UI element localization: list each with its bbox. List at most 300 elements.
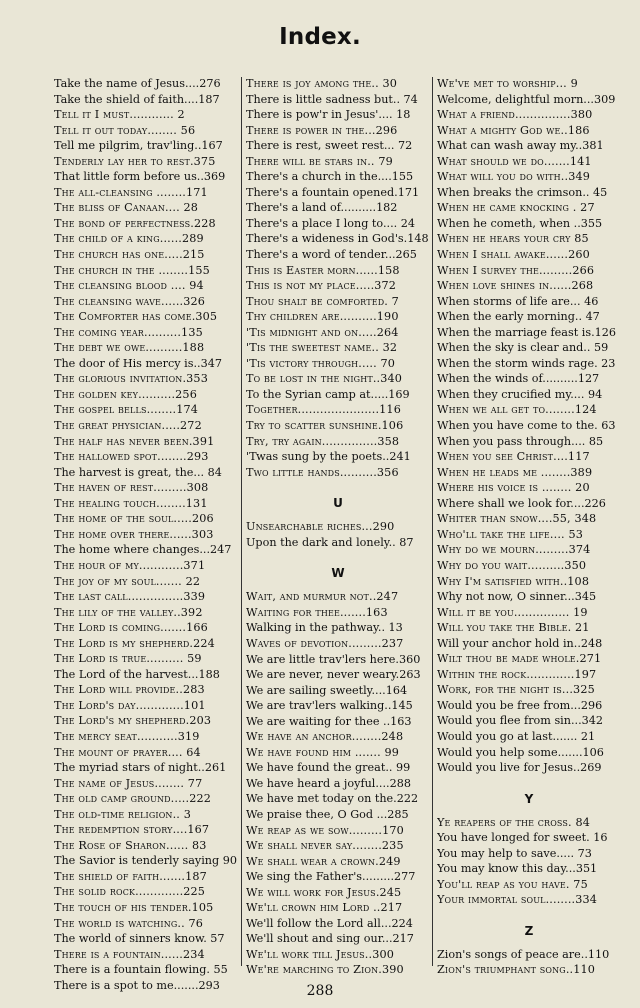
- index-entry-text: There's a wideness in God's.148: [246, 232, 429, 246]
- index-entry: [437, 247, 621, 263]
- index-entry: [246, 838, 430, 854]
- index-entry-text: This is not my place.....372: [246, 279, 397, 293]
- index-entry: [246, 745, 430, 761]
- index-entry-text: The name of Jesus........ 77: [54, 776, 203, 790]
- index-entry-text: The home of the soul.....206: [54, 512, 214, 526]
- index-entry-text: Would you go at last....... 21: [437, 729, 596, 743]
- index-entry: [54, 776, 238, 792]
- index-entry-text: The Savior is tenderly saying 90: [54, 854, 237, 868]
- index-entry-text: Try to scatter sunshine.106: [246, 419, 404, 433]
- index-entry-text: What should we do.......141: [437, 154, 592, 168]
- index-entry: [54, 900, 238, 916]
- index-entry: [246, 76, 430, 92]
- index-entry: [54, 76, 238, 92]
- index-column-2: [246, 76, 430, 978]
- index-entry-text: When breaks the crimson.. 45: [437, 185, 608, 199]
- index-entry-text: We are trav'lers walking..145: [246, 699, 413, 713]
- index-entry: [54, 185, 238, 201]
- index-entry-text: 'Tis victory through..... 70: [246, 356, 396, 370]
- index-entry-text: There's a place I long to.... 24: [246, 216, 415, 230]
- index-entry: [437, 340, 621, 356]
- index-entry-text: When the sky is clear and.. 59: [437, 341, 609, 355]
- index-column-1: [54, 76, 238, 993]
- index-entry: [54, 636, 238, 652]
- index-entry: [437, 231, 621, 247]
- index-entry: [437, 558, 621, 574]
- index-entry: [246, 107, 430, 123]
- index-entry: [437, 402, 621, 418]
- index-entry: [246, 823, 430, 839]
- index-entry-text: Try, try again...............358: [246, 434, 400, 448]
- index-entry: [437, 877, 621, 893]
- index-entry-text: You'll reap as you have. 75: [437, 877, 588, 891]
- index-entry-text: The world is watching.. 76: [54, 916, 204, 930]
- index-entry: [437, 200, 621, 216]
- index-entry-text: When the winds of..........127: [437, 372, 600, 386]
- index-entry: [437, 76, 621, 92]
- index-entry: [54, 729, 238, 745]
- index-entry-text: The child of a king......289: [54, 232, 204, 246]
- index-entry: [246, 169, 430, 185]
- index-entry: [246, 216, 430, 232]
- index-entry-text: When the marriage feast is.126: [437, 325, 616, 339]
- index-entry: [246, 916, 430, 932]
- index-entry-text: There's a word of tender...265: [246, 248, 417, 262]
- index-entry: [437, 713, 621, 729]
- index-entry-text: When storms of life are... 46: [437, 294, 599, 308]
- index-entry: [54, 278, 238, 294]
- index-entry: [437, 962, 621, 978]
- index-entry: [246, 371, 430, 387]
- index-entry: [246, 465, 430, 481]
- index-entry-text: We have heard a joyful....288: [246, 776, 411, 790]
- index-entry-text: Tell it I must............ 2: [54, 108, 185, 122]
- index-entry-text: The hour of my............371: [54, 558, 206, 572]
- section-heading-w: W: [331, 566, 345, 581]
- index-entry: [246, 683, 430, 699]
- index-entry-text: The myriad stars of night..261: [54, 761, 227, 775]
- index-entry: [54, 745, 238, 761]
- index-entry-text: Work, for the night is...325: [437, 683, 595, 697]
- index-entry-text: We've met to worship... 9: [437, 77, 578, 90]
- index-entry-text: Would you flee from sin...342: [437, 714, 603, 728]
- index-entry-text: The touch of his tender.105: [54, 900, 214, 914]
- index-entry: [246, 636, 430, 652]
- index-entry: [54, 123, 238, 139]
- index-entry: [437, 542, 621, 558]
- index-entry: [246, 519, 430, 535]
- index-entry: [437, 667, 621, 683]
- index-entry: [246, 885, 430, 901]
- index-entry: [437, 527, 621, 543]
- index-entry: [54, 434, 238, 450]
- index-entry-text: We shall wear a crown.249: [246, 854, 401, 868]
- index-entry-text: You may know this day...351: [437, 862, 598, 876]
- index-entry: [54, 605, 238, 621]
- index-entry-text: Two little hands..........356: [246, 465, 399, 479]
- index-entry: [246, 434, 430, 450]
- index-entry-text: The home where changes...247: [54, 543, 232, 557]
- index-entry-text: Will it be you............... 19: [437, 605, 588, 619]
- index-entry: [437, 185, 621, 201]
- index-entry-text: The old-time religion.. 3: [54, 807, 191, 821]
- index-entry: [54, 154, 238, 170]
- index-entry: [246, 154, 430, 170]
- index-entry-text: The world of sinners know. 57: [54, 932, 225, 946]
- index-entry-text: Thy children are..........190: [246, 310, 399, 324]
- index-entry: [437, 605, 621, 621]
- index-entry: [437, 434, 621, 450]
- index-entry-text: 'Tis midnight and on.....264: [246, 325, 399, 339]
- index-entry: [437, 123, 621, 139]
- index-entry-text: When you pass through.... 85: [437, 434, 604, 448]
- index-entry: [246, 776, 430, 792]
- index-entry-text: There's a fountain opened.171: [246, 185, 420, 199]
- index-entry-text: The Lord is true.......... 59: [54, 652, 202, 666]
- index-entry: [54, 356, 238, 372]
- column-divider: [432, 77, 433, 966]
- index-entry: [437, 815, 621, 831]
- index-entry: [246, 620, 430, 636]
- index-entry: [54, 247, 238, 263]
- index-entry: [246, 652, 430, 668]
- index-entry: [54, 558, 238, 574]
- index-entry: [54, 387, 238, 403]
- index-entry: [54, 92, 238, 108]
- index-entry: [54, 169, 238, 185]
- index-entry-text: To be lost in the night..340: [246, 372, 403, 386]
- index-entry-text: Tell me pilgrim, trav'ling..167: [54, 139, 223, 153]
- index-entry-text: There is rest, sweet rest... 72: [246, 139, 413, 153]
- index-entry-text: The Lord of the harvest...188: [54, 667, 220, 681]
- index-entry: [54, 947, 238, 963]
- index-entry: [246, 325, 430, 341]
- index-entry: [437, 651, 621, 667]
- index-entry: [437, 325, 621, 341]
- index-entry-text: The golden key..........256: [54, 387, 197, 401]
- index-entry-text: The debt we owe..........188: [54, 341, 205, 355]
- index-entry: [437, 620, 621, 636]
- index-entry-text: Who'll take the life.... 53: [437, 527, 583, 541]
- index-entry: [54, 294, 238, 310]
- index-entry-text: When you see Christ....117: [437, 450, 590, 464]
- index-entry-text: Whiter than snow....55, 348: [437, 512, 597, 526]
- index-entry: [437, 387, 621, 403]
- index-entry-text: There is little sadness but.. 74: [246, 92, 418, 106]
- index-entry: [246, 418, 430, 434]
- index-entry-text: Upon the dark and lonely.. 87: [246, 535, 414, 549]
- index-entry-text: The great physician.....272: [54, 419, 202, 433]
- index-entry: [54, 574, 238, 590]
- index-entry-text: Why do you wait..........350: [437, 558, 587, 572]
- index-entry-text: The solid rock.............225: [54, 885, 206, 899]
- index-entry-text: There is a fountain flowing. 55: [54, 963, 228, 977]
- index-entry: [246, 760, 430, 776]
- index-entry-text: We praise thee, O God ...285: [246, 807, 409, 821]
- index-entry-text: Would you help some.......106: [437, 745, 604, 759]
- index-entry-text: Where shall we look for....226: [437, 496, 606, 510]
- index-entry-text: Waiting for thee.......163: [246, 605, 388, 619]
- index-entry-text: The bond of perfectness.228: [54, 216, 216, 230]
- index-entry-text: The mercy seat...........319: [54, 729, 200, 743]
- index-entry-text: We sing the Father's.........277: [246, 870, 416, 884]
- index-entry: [437, 636, 621, 652]
- index-entry-text: 'Twas sung by the poets..241: [246, 450, 411, 464]
- column-divider: [241, 77, 242, 966]
- index-entry: [54, 449, 238, 465]
- index-entry-text: The Comforter has come.305: [54, 310, 218, 324]
- index-entry: [54, 620, 238, 636]
- page-number: 288: [306, 983, 334, 999]
- index-entry: [54, 200, 238, 216]
- index-entry: [54, 651, 238, 667]
- index-entry: [54, 527, 238, 543]
- index-entry: [246, 931, 430, 947]
- index-entry: [246, 387, 430, 403]
- index-entry: [246, 807, 430, 823]
- section-heading-z: Z: [524, 923, 534, 938]
- index-entry-text: 'Tis the sweetest name.. 32: [246, 341, 398, 355]
- index-entry: [54, 760, 238, 776]
- index-entry-text: The home over there......303: [54, 527, 214, 541]
- index-entry-text: The redemption story....167: [54, 823, 210, 837]
- index-entry: [437, 574, 621, 590]
- index-entry-text: The mount of prayer.... 64: [54, 745, 201, 759]
- index-entry-text: Would you be free from...296: [437, 698, 603, 712]
- index-entry-text: When the storm winds rage. 23: [437, 356, 616, 370]
- index-entry-text: The old camp ground.....222: [54, 792, 212, 806]
- index-entry: [437, 861, 621, 877]
- index-entry: [54, 511, 238, 527]
- index-entry-text: We'll work till Jesus..300: [246, 947, 395, 961]
- index-entry-text: Unsearchable riches...290: [246, 520, 395, 534]
- index-entry-text: When he came knocking . 27: [437, 201, 595, 215]
- index-entry-text: Welcome, delightful morn...309: [437, 92, 616, 106]
- index-entry-text: Ye reapers of the cross. 84: [437, 815, 591, 829]
- index-entry-text: Zion's songs of peace are..110: [437, 947, 610, 961]
- index-entry: [246, 854, 430, 870]
- index-entry-text: There is a spot to me.......293: [54, 978, 220, 992]
- index-entry: [437, 263, 621, 279]
- index-entry: [54, 853, 238, 869]
- index-entry-text: We reap as we sow.........170: [246, 823, 404, 837]
- index-entry-text: There will be stars in.. 79: [246, 154, 393, 168]
- index-entry-text: What will you do with..349: [437, 170, 590, 184]
- index-entry: [246, 278, 430, 294]
- index-entry: [246, 138, 430, 154]
- index-entry-text: We are little trav'lers here.360: [246, 652, 421, 666]
- index-entry-text: Why not now, O sinner...345: [437, 590, 597, 604]
- index-entry: [437, 294, 621, 310]
- index-entry: [54, 340, 238, 356]
- index-entry-text: This is Easter morn......158: [246, 263, 400, 277]
- index-entry: [437, 682, 621, 698]
- index-entry: [437, 138, 621, 154]
- index-entry: [246, 263, 430, 279]
- index-entry: [54, 667, 238, 683]
- index-entry-text: The lily of the valley..392: [54, 605, 203, 619]
- index-entry-text: When you have come to the. 63: [437, 419, 616, 433]
- index-entry: [246, 356, 430, 372]
- index-entry: [246, 231, 430, 247]
- section-heading-u: U: [333, 496, 343, 511]
- index-entry-text: That little form before us..369: [54, 170, 226, 184]
- index-entry: [54, 869, 238, 885]
- index-entry-text: We will work for Jesus.245: [246, 885, 402, 899]
- index-entry: [246, 869, 430, 885]
- index-entry: [437, 698, 621, 714]
- index-entry: [437, 418, 621, 434]
- index-entry-text: The joy of my soul....... 22: [54, 574, 201, 588]
- index-entry-text: Will your anchor hold in..248: [437, 636, 603, 650]
- index-entry: [246, 698, 430, 714]
- index-entry-text: When he cometh, when ..355: [437, 216, 603, 230]
- index-entry: [246, 714, 430, 730]
- index-entry-text: The last call...............339: [54, 590, 206, 604]
- index-entry: [54, 402, 238, 418]
- index-entry: [54, 496, 238, 512]
- index-entry-text: We have found him ....... 99: [246, 745, 400, 759]
- index-entry-text: Why do we mourn.........374: [437, 543, 591, 557]
- index-entry-text: We are waiting for thee ..163: [246, 714, 412, 728]
- index-entry-text: We have met today on the.222: [246, 792, 419, 806]
- index-entry-text: Waves of devotion.........237: [246, 636, 404, 650]
- index-entry-text: Where his voice is ........ 20: [437, 481, 590, 495]
- index-entry-text: Would you live for Jesus..269: [437, 761, 602, 775]
- index-entry: [54, 107, 238, 123]
- index-entry: [437, 92, 621, 108]
- index-entry: [246, 947, 430, 963]
- index-entry-text: When love shines in......268: [437, 279, 594, 293]
- index-entry: [246, 962, 430, 978]
- index-entry: [54, 916, 238, 932]
- section-heading-y: Y: [524, 791, 534, 806]
- index-entry-text: Take the shield of faith....187: [54, 92, 220, 106]
- index-entry-text: We are never, never weary.263: [246, 668, 421, 682]
- index-entry: [54, 807, 238, 823]
- index-entry: [437, 947, 621, 963]
- index-entry-text: Zion's triumphant song..110: [437, 963, 596, 977]
- index-entry-text: The shield of faith.......187: [54, 869, 207, 883]
- index-entry: [246, 123, 430, 139]
- index-entry: [54, 325, 238, 341]
- index-entry-text: Why I'm satisfied with..108: [437, 574, 590, 588]
- index-entry: [246, 200, 430, 216]
- index-entry-text: When we all get to........124: [437, 403, 597, 417]
- index-entry-text: We'll shout and sing our...217: [246, 932, 414, 946]
- index-entry: [437, 760, 621, 776]
- index-entry-text: The all-cleansing ........171: [54, 185, 208, 199]
- index-entry-text: To the Syrian camp at.....169: [246, 387, 410, 401]
- index-entry-text: The Lord will provide..283: [54, 683, 205, 697]
- index-entry-text: The Lord's my shepherd.203: [54, 714, 212, 728]
- index-entry-text: Walking in the pathway.. 13: [246, 621, 403, 635]
- index-entry-text: The cleansing blood .... 94: [54, 279, 204, 293]
- index-entry: [54, 138, 238, 154]
- index-entry-text: Your immortal soul........334: [437, 893, 598, 907]
- index-entry: [246, 900, 430, 916]
- index-entry: [246, 449, 430, 465]
- index-entry: [437, 589, 621, 605]
- index-entry: [54, 263, 238, 279]
- index-entry: [54, 589, 238, 605]
- index-entry-text: We'll crown him Lord ..217: [246, 901, 403, 915]
- index-entry-text: There's a land of..........182: [246, 201, 398, 215]
- index-entry: [437, 169, 621, 185]
- index-entry-text: When he leads me ........389: [437, 465, 593, 479]
- index-entry-text: We'll follow the Lord all...224: [246, 916, 413, 930]
- index-entry: [437, 107, 621, 123]
- index-entry-text: There is a fountain......234: [54, 947, 205, 961]
- index-entry-text: We have an anchor........248: [246, 730, 404, 744]
- index-entry-text: When the early morning.. 47: [437, 310, 600, 324]
- index-entry: [54, 682, 238, 698]
- index-entry: [437, 496, 621, 512]
- index-entry-text: We have found the great.. 99: [246, 761, 411, 775]
- index-entry: [54, 309, 238, 325]
- index-entry: [437, 371, 621, 387]
- index-entry-text: We shall never say........235: [246, 839, 404, 853]
- index-entry-text: The haven of rest.........308: [54, 481, 209, 495]
- index-entry: [54, 418, 238, 434]
- index-entry-text: The Lord is my shepherd.224: [54, 636, 215, 650]
- index-entry-text: We're marching to Zion.390: [246, 963, 404, 977]
- index-entry-text: The coming year..........135: [54, 325, 203, 339]
- index-entry: [54, 371, 238, 387]
- index-entry: [54, 838, 238, 854]
- index-entry: [437, 278, 621, 294]
- index-entry-text: The door of His mercy is..347: [54, 356, 222, 370]
- index-entry: [54, 698, 238, 714]
- index-entry-text: When I shall awake......260: [437, 248, 590, 262]
- index-entry-text: Thou shalt be comforted. 7: [246, 294, 399, 308]
- index-entry-text: Tell it out today........ 56: [54, 123, 196, 137]
- index-entry: [437, 216, 621, 232]
- index-entry-text: There is pow'r in Jesus'.... 18: [246, 108, 411, 122]
- index-entry: [437, 480, 621, 496]
- index-entry-text: When he hears your cry 85: [437, 232, 589, 246]
- index-entry-text: The half has never been.391: [54, 434, 215, 448]
- index-entry: [246, 729, 430, 745]
- index-entry: [246, 247, 430, 263]
- index-entry: [437, 830, 621, 846]
- index-entry-text: Wait, and murmur not..247: [246, 590, 399, 604]
- index-entry: [54, 216, 238, 232]
- index-entry-text: What a friend...............380: [437, 108, 593, 122]
- index-entry-text: Wilt thou be made whole.271: [437, 652, 602, 666]
- index-entry: [54, 962, 238, 978]
- index-entry: [437, 892, 621, 908]
- index-entry-text: When I survey the.........266: [437, 263, 595, 277]
- index-entry: [246, 589, 430, 605]
- index-entry-text: You may help to save..... 73: [437, 846, 592, 860]
- index-entry-text: The hallowed spot........293: [54, 450, 209, 464]
- index-entry-text: We are sailing sweetly....164: [246, 683, 408, 697]
- index-entry: [437, 729, 621, 745]
- index-entry-text: The glorious invitation.353: [54, 372, 208, 386]
- index-entry-text: The church in the ........155: [54, 263, 210, 277]
- index-entry: [54, 231, 238, 247]
- index-entry-text: You have longed for sweet. 16: [437, 831, 608, 845]
- index-entry: [246, 667, 430, 683]
- index-entry: [54, 791, 238, 807]
- index-entry-text: The Lord's day.............101: [54, 698, 206, 712]
- index-entry-text: The healing touch........131: [54, 496, 208, 510]
- index-entry: [246, 185, 430, 201]
- index-column-3: [437, 76, 621, 978]
- index-entry-text: The gospel bells........174: [54, 403, 199, 417]
- index-entry-text: The bliss of Canaan.... 28: [54, 201, 199, 215]
